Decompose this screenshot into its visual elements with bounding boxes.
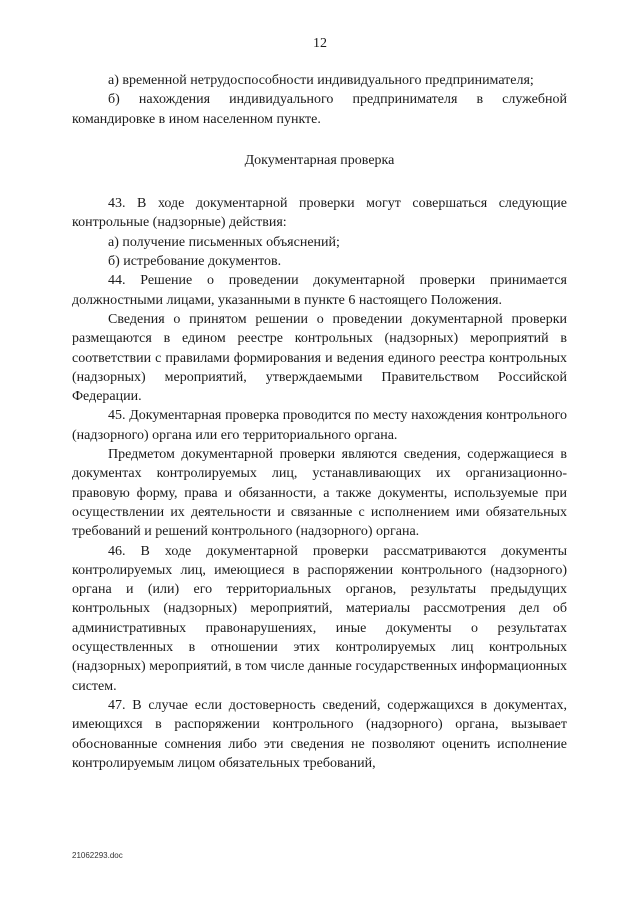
document-body bbox=[72, 71, 567, 773]
list-item-b: б) истребование документов. bbox=[108, 254, 282, 270]
paragraph-47: 47. В случае если достоверность сведений, содержащихся в документах, имеющихся в распоряжении контрольного (надзорного) органа, вызывает обоснованные сомнения либо эти сведения не позволяют оценить исполнение контролируемым лицом обязательных требований, bbox=[72, 697, 567, 771]
paragraph-45-subject: Предметом документарной проверки являются сведения, содержащиеся в документах контролируемых лиц, устанавливающих их организационно-правовую форму, права и обязанности, а также документы, используемые при осуществлении их деятельности и связанные с исполнением ими обязательных требований и решений контрольного (надзорного) органа. bbox=[72, 447, 567, 540]
paragraph-46: 46. В ходе документарной проверки рассматриваются документы контролируемых лиц, имеющиеся в распоряжении контрольного (надзорного) органа и (или) его территориальных органов, результаты предыдущих контрольных (надзорных) мероприятий, материалы рассмотрения дел об административных правонарушениях, иные документы о результатах осуществленных в отношении этих контролируемых лиц контрольных (надзорных) мероприятий, в том числе данные государственных информационных систем. bbox=[72, 543, 567, 694]
page-number: 12 bbox=[313, 36, 327, 51]
paragraph-43: 43. В ходе документарной проверки могут совершаться следующие контрольные (надзорные) действия: bbox=[72, 196, 567, 231]
intro-item-a: а) временной нетрудоспособности индивидуального предпринимателя; bbox=[108, 73, 534, 88]
paragraph-45: 45. Документарная проверка проводится по месту нахождения контрольного (надзорного) органа или его территориального органа. bbox=[72, 408, 567, 443]
paragraph-44-details: Сведения о принятом решении о проведении документарной проверки размещаются в едином реестре контрольных (надзорных) мероприятий в соответствии с правилами формирования и ведения единого реестра контрольных (надзорных) мероприятий, утверждаемыми Правительством Российской Федерации. bbox=[72, 311, 567, 405]
paragraph-44: 44. Решение о проведении документарной проверки принимается должностными лицами, указанными в пункте 6 настоящего Положения. bbox=[72, 273, 567, 308]
intro-item-b: б) нахождения индивидуального предпринимателя в служебной командировке в ином населенном пункте. bbox=[72, 92, 567, 127]
list-item-a: а) получение письменных объяснений; bbox=[108, 234, 340, 250]
section-heading: Документарная проверка bbox=[244, 152, 395, 168]
footer-file-name: 21062293.doc bbox=[72, 851, 123, 860]
